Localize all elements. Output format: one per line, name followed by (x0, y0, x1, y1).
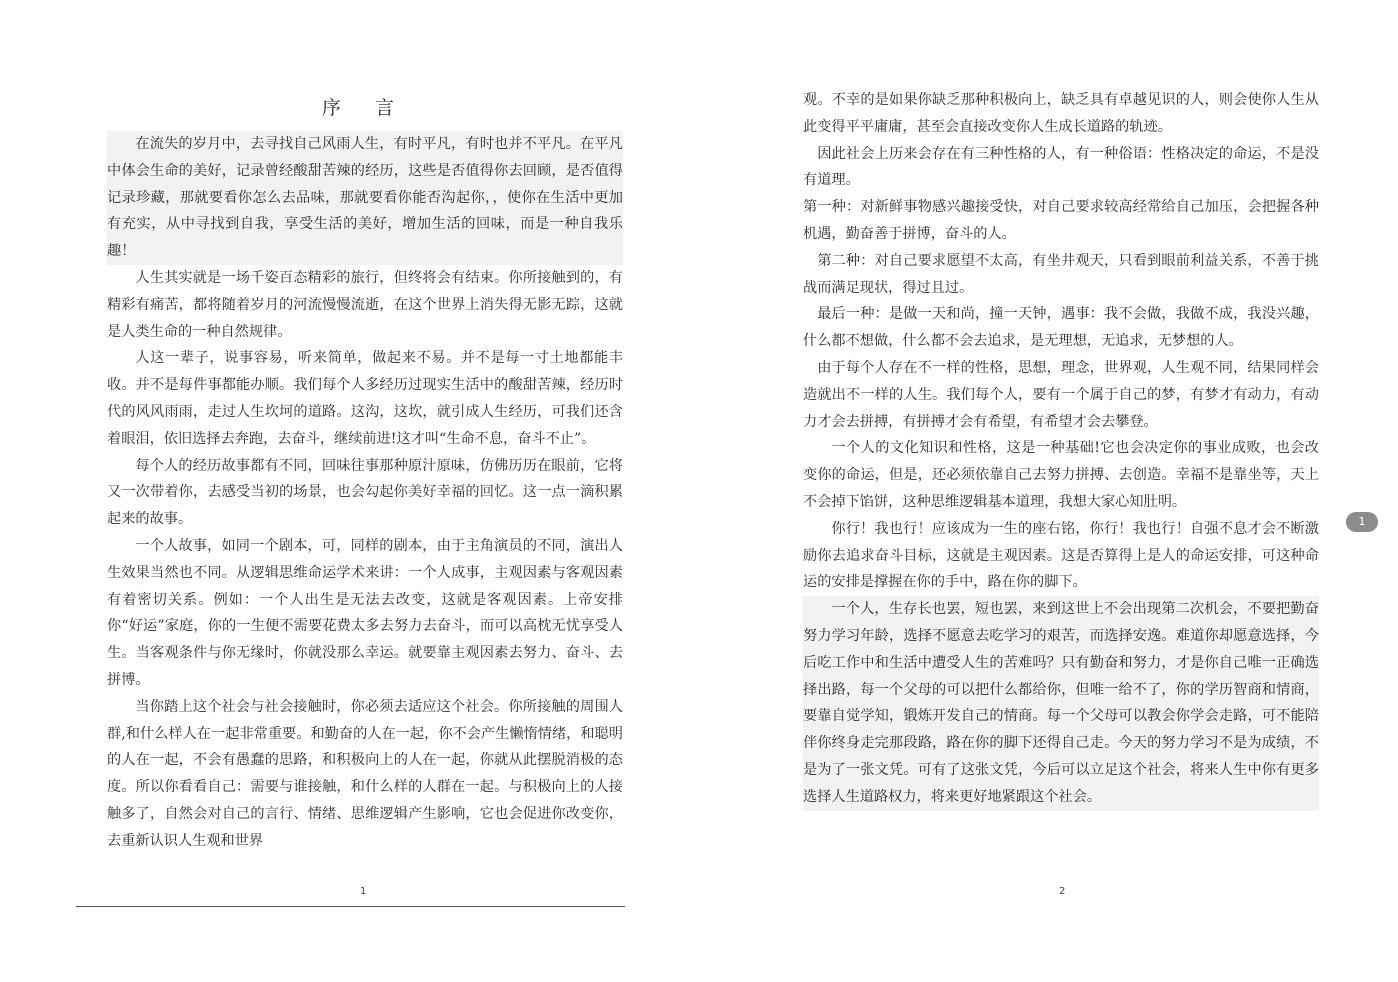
page-bottom-divider (76, 906, 625, 907)
paragraph: 人这一辈子，说事容易，听来简单，做起来不易。并不是每一寸土地都能丰收。并不是每件事都能办顺。我们每个人多经历过现实生活中的酸甜苦辣，经历时代的风风雨雨，走过人生坎坷的道路。这沟，这坎，就引成人生经历，可我们还含着眼泪，依旧选择去奔跑，去奋斗，继续前进!这才叫“生命不息，奋斗不止”。 (107, 350, 623, 447)
page-number: 2 (1059, 886, 1066, 897)
paragraph: 你行！我也行！应该成为一生的座右铭，你行！我也行！自强不息才会不断激励你去追求奋斗目标，这就是主观因素。这是否算得上是人的命运安排，可这种命运的安排是撑握在你的手中，路在你的脚下。 (803, 520, 1319, 591)
paragraph: 第二种：对自己要求愿望不太高，有坐井观天，只看到眼前利益关系，不善于挑战而满足现状，得过且过。 (803, 252, 1319, 296)
page-indicator-badge[interactable]: 1 (1346, 512, 1378, 532)
paragraph: 第一种：对新鲜事物感兴趣接受快，对自己要求较高经常给自己加压，会把握各种机遇，勤奋善于拼博，奋斗的人。 (803, 199, 1319, 242)
page-title: 序 言 (321, 97, 409, 119)
paragraph: 最后一种：是做一天和尚，撞一天钟，遇事：我不会做，我做不成，我没兴趣，什么都不想做，什么都不会去追求，是无理想，无追求，无梦想的人。 (803, 306, 1319, 350)
paragraph: 因此社会上历来会存在有三种性格的人，有一种俗语：性格决定的命运，不是没有道理。 (803, 145, 1319, 189)
paragraph: 由于每个人存在不一样的性格，思想，理念，世界观，人生观不同，结果同样会造就出不一样的人生。我们每个人，要有一个属于自己的梦，有梦才有动力，有动力才会去拼搏，有拼搏才会有希望，有希望才会去攀登。 (803, 359, 1319, 430)
paragraph: 一个人，生存长也罢，短也罢，来到这世上不会出现第二次机会，不要把勤奋努力学习年龄，选择不愿意去吃学习的艰苦，而选择安逸。难道你却愿意选择，今后吃工作中和生活中遭受人生的苦难吗？只有勤奋和努力，才是你自己唯一正确选择出路，每一个父母的可以把什么都给你，但唯一给不了，你的学历智商和情商，要靠自觉学知，锻炼开发自己的情商。每一个父母可以教会你学会走路，可不能陪伴你终身走完那段路，路在你的脚下还得自己走。今天的努力学习不是为成绩，不是为了一张文凭。可有了这张文凭，今后可以立足这个社会，将来人生中你有更多选择人生道路权力，将来更好地紧跟这个社会。 (803, 596, 1319, 810)
paragraph: 每个人的经历故事都有不同，回味往事那种原汁原味，仿佛历历在眼前，它将又一次带着你，去感受当初的场景，也会勾起你美好幸福的回忆。这一点一滴积累起来的故事。 (107, 457, 623, 528)
right-page-body (803, 87, 1319, 811)
paragraph: 当你踏上这个社会与社会接触时，你必须去适应这个社会。你所接触的周围人群,和什么样人在一起非常重要。和勤奋的人在一起，你不会产生懒惰情绪，和聪明的人在一起，不会有愚蠢的思路，和积极向上的人在一起，你就从此摆脱消极的态度。所以你看看自己：需要与谁接触，和什么样的人群在一起。与积极向上的人接触多了，自然会对自己的言行、情绪、思维逻辑产生影响，它也会促进你改变你，去重新认识人生观和世界 (107, 698, 623, 849)
paragraph: 在流失的岁月中，去寻找自己风雨人生，有时平凡，有时也并不平凡。在平凡中体会生命的美好，记录曾经酸甜苦辣的经历，这些是否值得你去回顾，是否值得记录珍藏，那就要看你怎么去品味，那就要看你能否沟起你，，使你在生活中更加有充实，从中寻找到自我，享受生活的美好，增加生活的回味，而是一种自我乐趣！ (107, 131, 623, 265)
paragraph: 一个人故事，如同一个剧本，可，同样的剧本，由于主角演员的不同，演出人生效果当然也不同。从逻辑思维命运学术来讲：一个人成事，主观因素与客观因素有着密切关系。例如：一个人出生是无法去改变，这就是客观因素。上帝安排你“好运”家庭，你的一生便不需要花费太多去努力去奋斗，而可以高枕无忧享受人生。当客观条件与你无缘时，你就没那么幸运。就要靠主观因素去努力、奋斗、去拼博。 (107, 537, 623, 688)
paragraph: 人生其实就是一场千姿百态精彩的旅行，但终将会有结束。你所接触到的，有精彩有痛苦，都将随着岁月的河流慢慢流逝，在这个世界上消失得无影无踪，这就是人类生命的一种自然规律。 (107, 269, 623, 340)
page-number: 1 (360, 886, 367, 897)
paragraph: 观。不幸的是如果你缺乏那种积极向上，缺乏具有卓越见识的人，则会使你人生从此变得平平庸庸，甚至会直接改变你人生成长道路的轨迹。 (803, 92, 1319, 135)
left-page-body (107, 131, 623, 855)
paragraph: 一个人的文化知识和性格，这是一种基础!它也会决定你的事业成败，也会改变你的命运，但是，还必须依靠自己去努力拼搏、去创造。幸福不是靠坐等，天上不会掉下馅饼，这种思维逻辑基本道理，我想大家心知肚明。 (803, 440, 1319, 510)
